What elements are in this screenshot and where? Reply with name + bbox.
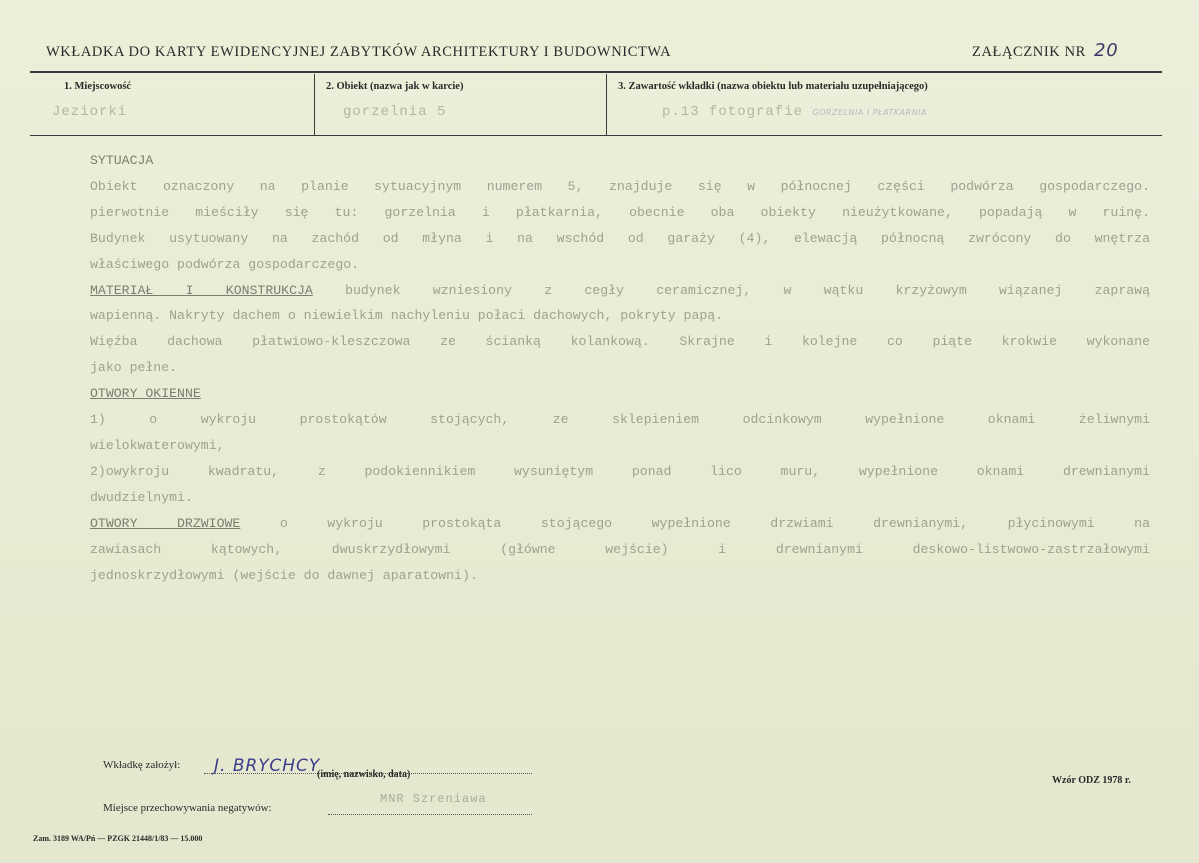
- locality-value: Jeziorki: [52, 104, 128, 120]
- sytuacja-heading: SYTUACJA: [90, 153, 154, 168]
- body-line: jako pełne.: [90, 360, 178, 376]
- body-line: Obiekt oznaczony na planie sytuacyjnym numerem 5, znajduje się w północnej części podwórza gospodarczego.: [90, 178, 1150, 194]
- column-divider: [314, 74, 315, 135]
- author-signature: J. BRYCHCY: [214, 756, 321, 776]
- body-line: właściwego podwórza gospodarczego.: [90, 256, 360, 272]
- drzwiowe-line: [90, 511, 1150, 537]
- body-line: wielokwaterowymi,: [90, 437, 225, 453]
- annex-number: 20: [1094, 40, 1119, 61]
- column-divider: [606, 74, 607, 135]
- body-line: 1) o wykroju prostokątów stojących, ze sklepieniem odcinkowym wypełnione oknami żeliwnymi: [90, 412, 1150, 428]
- content-label: 3. Zawartość wkładki (nazwa obiektu lub materiału uzupełniającego): [618, 81, 928, 92]
- annex-label-group: [972, 40, 1118, 61]
- content-value: p.13 fotografie: [662, 104, 804, 120]
- object-value: gorzelnia 5: [343, 104, 447, 120]
- document-title: WKŁADKA DO KARTY EWIDENCYJNEJ ZABYTKÓW ARCHITEKTURY I BUDOWNICTWA: [46, 44, 672, 60]
- content-handwritten-note: GORZELNIA I PŁATKARNIA: [812, 108, 927, 117]
- form-model: Wzór ODZ 1978 r.: [1052, 775, 1131, 786]
- content-value-group: [662, 104, 927, 120]
- header-rule: [30, 71, 1162, 73]
- body-line: pierwotnie mieściły się tu: gorzelnia i płatkarnia, obecnie oba obiekty nieużytkowane, popadają w ruinę.: [90, 204, 1150, 220]
- storage-label: Miejsce przechowywania negatywów:: [103, 802, 272, 814]
- body-line: budynek wzniesiony z cegły ceramicznej, w wątku krzyżowym wiązanej zaprawą: [345, 282, 1150, 298]
- body-line: zawiasach kątowych, dwuskrzydłowymi (główne wejście) i drewnianymi deskowo-listwowo-zastrzałowymi: [90, 541, 1150, 557]
- storage-dotted-line: [328, 814, 532, 815]
- author-caption: (imię, nazwisko, data): [317, 769, 411, 780]
- storage-value: MNR Szreniawa: [380, 792, 487, 806]
- description-body: [90, 148, 1150, 588]
- okienne-heading: OTWORY OKIENNE: [90, 386, 201, 402]
- body-line: 2)owykroju kwadratu, z podokiennikiem wysuniętym ponad lico muru, wypełnione oknami drewnianymi: [90, 463, 1150, 479]
- author-label: Wkładkę założył:: [103, 759, 181, 771]
- body-line: dwudzielnymi.: [90, 489, 193, 505]
- locality-label: 1. Miejscowość: [64, 81, 132, 92]
- material-heading: MATERIAŁ I KONSTRUKCJA: [90, 282, 313, 298]
- object-label: 2. Obiekt (nazwa jak w karcie): [326, 81, 464, 92]
- body-line: Więźba dachowa płatwiowo-kleszczowa ze ścianką kolankową. Skrajne i kolejne co piąte krokwie wykonane: [90, 334, 1150, 350]
- section-rule: [30, 135, 1162, 136]
- body-line: jednoskrzydłowymi (wejście do dawnej aparatowni).: [90, 567, 478, 583]
- body-line: o wykroju prostokąta stojącego wypełnione drzwiami drewnianymi, płycinowymi na: [279, 515, 1150, 531]
- annex-label: ZAŁĄCZNIK NR: [972, 44, 1086, 60]
- body-line: Budynek usytuowany na zachód od młyna i na wschód od garaży (4), elewacją północną zwrócony do wnętrza: [90, 230, 1150, 246]
- print-info: Zam. 3189 WA/Pń — PZGK 21448/1/83 — 15.000: [33, 834, 203, 843]
- body-line: wapienną. Nakryty dachem o niewielkim nachyleniu połaci dachowych, pokryty papą.: [90, 308, 724, 324]
- material-line: [90, 278, 1150, 304]
- drzwiowe-heading: OTWORY DRZWIOWE: [90, 515, 241, 531]
